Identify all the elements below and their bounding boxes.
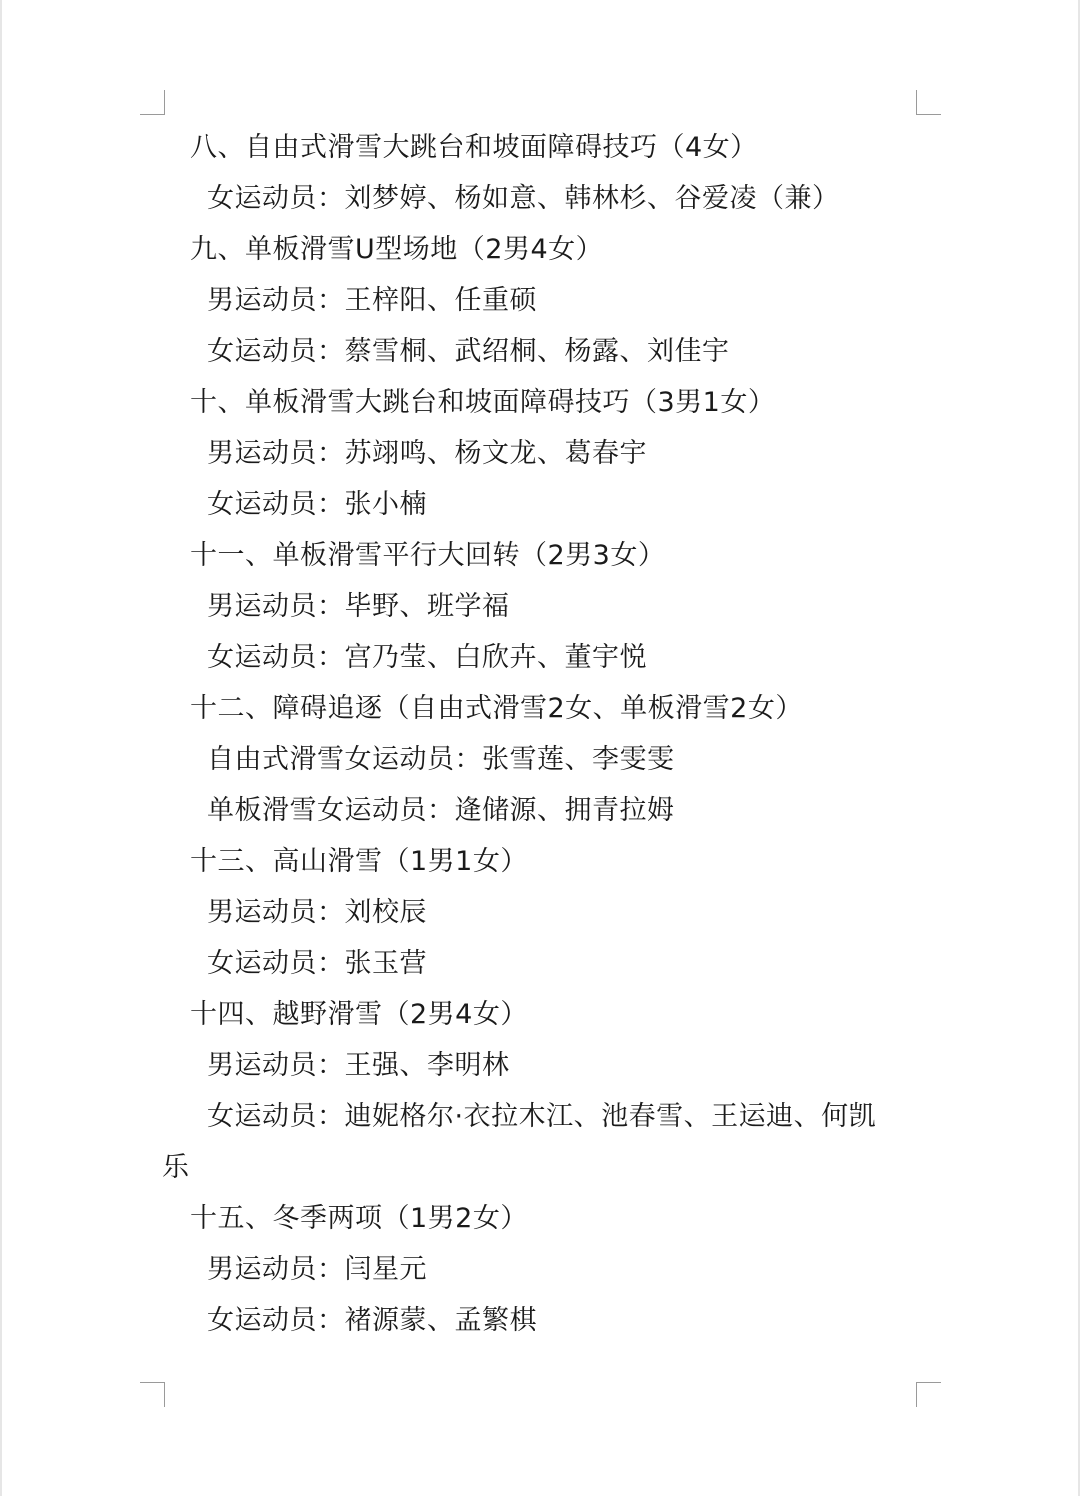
line-sub: 女运动员：褚源蒙、孟繁棋 <box>207 1305 537 1336</box>
line-heading: 九、单板滑雪U型场地（2男4女） <box>190 234 604 265</box>
line-heading: 八、自由式滑雪大跳台和坡面障碍技巧（4女） <box>190 132 758 163</box>
line-heading: 十三、高山滑雪（1男1女） <box>190 846 528 877</box>
line-heading: 十四、越野滑雪（2男4女） <box>190 999 528 1030</box>
line-sub: 女运动员：刘梦婷、杨如意、韩林杉、谷爱凌（兼） <box>207 183 840 214</box>
line-sub: 男运动员：苏翊鸣、杨文龙、葛春宇 <box>207 438 647 469</box>
line-sub: 男运动员：王强、李明林 <box>207 1050 510 1081</box>
line-sub: 男运动员：王梓阳、任重硕 <box>207 285 537 316</box>
line-heading: 十五、冬季两项（1男2女） <box>190 1203 528 1234</box>
line-sub: 女运动员：张玉营 <box>207 948 427 979</box>
line-sub: 自由式滑雪女运动员：张雪莲、李雯雯 <box>207 744 675 775</box>
document-body <box>0 122 1080 1346</box>
line-sub: 女运动员：迪妮格尔·衣拉木江、池春雪、王运迪、何凯 <box>207 1101 877 1132</box>
line-sub: 男运动员：刘校辰 <box>207 897 427 928</box>
line-sub: 男运动员：毕野、班学福 <box>207 591 510 622</box>
margin-corner-top-right <box>916 90 941 115</box>
margin-corner-top-left <box>140 90 165 115</box>
line-sub: 女运动员：宫乃莹、白欣卉、董宇悦 <box>207 642 647 673</box>
line-heading: 十、单板滑雪大跳台和坡面障碍技巧（3男1女） <box>190 387 776 418</box>
margin-corner-bottom-right <box>916 1382 941 1407</box>
line-heading: 十二、障碍追逐（自由式滑雪2女、单板滑雪2女） <box>190 693 803 724</box>
line-heading: 十一、单板滑雪平行大回转（2男3女） <box>190 540 666 571</box>
line-sub: 女运动员：蔡雪桐、武绍桐、杨露、刘佳宇 <box>207 336 730 367</box>
line-sub: 女运动员：张小楠 <box>207 489 427 520</box>
line-sub: 男运动员：闫星元 <box>207 1254 427 1285</box>
line-cont: 乐 <box>162 1152 190 1183</box>
line-sub: 单板滑雪女运动员：逄储源、拥青拉姆 <box>207 795 675 826</box>
margin-corner-bottom-left <box>140 1382 165 1407</box>
